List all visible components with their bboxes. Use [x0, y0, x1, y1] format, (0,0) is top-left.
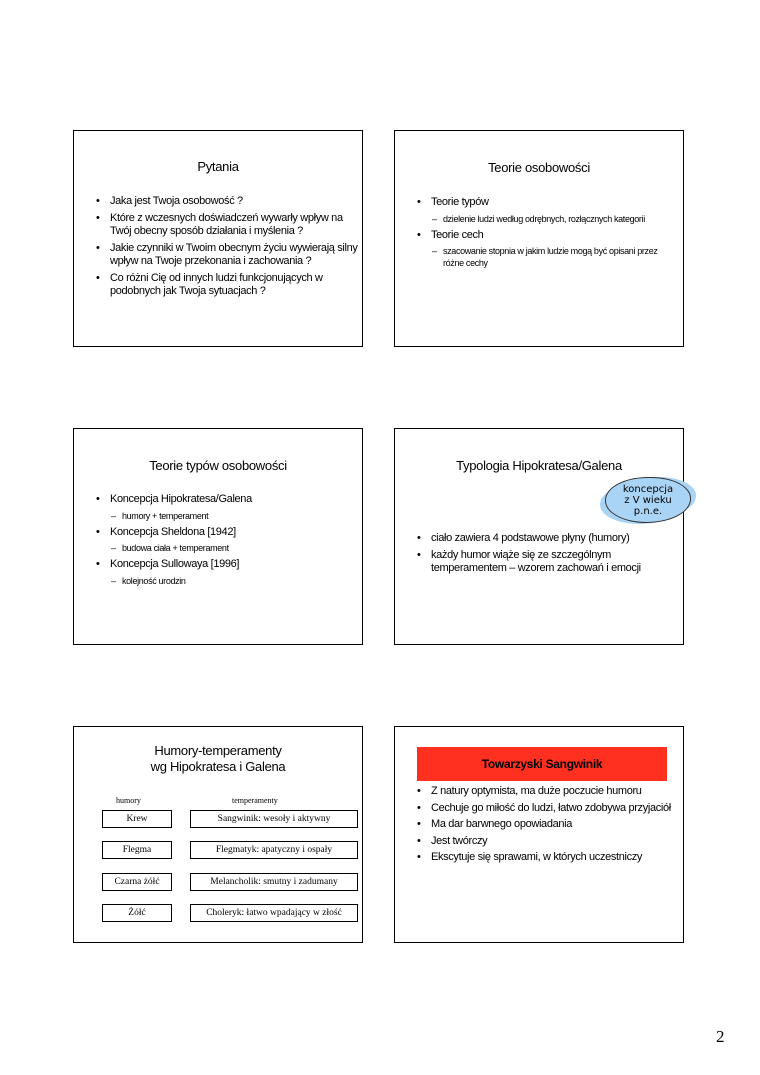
title-line: wg Hipokratesa i Galena	[150, 759, 286, 774]
temperament-box: Melancholik: smutny i zadumany	[190, 873, 358, 891]
bullet-item: • Z natury optymista, ma duże poczucie humoru	[417, 785, 679, 799]
title-line: Humory-temperamenty	[154, 743, 282, 758]
bullet-item: • Teorie typów	[417, 196, 677, 210]
bullet-item: • Ekscytuje się sprawami, w których uczestniczy	[417, 851, 679, 865]
slide-humory-temperamenty	[73, 726, 363, 943]
bullet-item: • Teorie cech	[417, 229, 677, 243]
cloud-line: p.n.e.	[633, 505, 663, 517]
bullet-item: • Koncepcja Sullowaya [1996]	[96, 558, 356, 572]
sub-bullet-item: – dzielenie ludzi według odrębnych, rozłącznych kategorii	[417, 213, 677, 225]
sub-bullet-item: – szacowanie stopnia w jakim ludzie mogą być opisani przez różne cechy	[417, 245, 677, 269]
slide-title-banner: Towarzyski Sangwinik	[417, 747, 667, 781]
sub-bullet-item: – kolejność urodzin	[96, 575, 356, 587]
bullet-item: • Cechuje go miłość do ludzi, łatwo zdobywa przyjaciół	[417, 802, 679, 816]
bullet-item: • Koncepcja Hipokratesa/Galena	[96, 493, 356, 507]
humor-box: Flegma	[102, 841, 172, 859]
cloud-line: z V wieku	[624, 494, 672, 506]
temperament-box: Flegmatyk: apatyczny i ospały	[190, 841, 358, 859]
temperament-box: Sangwinik: wesoły i aktywny	[190, 810, 358, 828]
slide-title: Pytania	[197, 159, 239, 174]
sub-bullet-item: – budowa ciała + temperament	[96, 542, 356, 554]
bullet-item: • Ma dar barwnego opowiadania	[417, 818, 679, 832]
bullet-list	[417, 785, 679, 868]
bullet-list	[96, 493, 356, 591]
column-header-humory: humory	[116, 796, 141, 805]
slide-teorie-typow	[73, 428, 363, 645]
cloud-callout	[605, 477, 691, 523]
bullet-item: • Jest twórczy	[417, 835, 679, 849]
slide-teorie-osobowosci	[394, 130, 684, 347]
sub-bullet-item: – humory + temperament	[96, 510, 356, 522]
bullet-item: • Koncepcja Sheldona [1942]	[96, 526, 356, 540]
bullet-item: • ciało zawiera 4 podstawowe płyny (humory)	[417, 532, 679, 546]
temperament-box: Choleryk: łatwo wpadający w złość	[190, 904, 358, 922]
bullet-item: • każdy humor wiąże się ze szczególnym temperamentem – wzorem zachowań i emocji	[417, 549, 679, 576]
bullet-item: • Jakie czynniki w Twoim obecnym życiu wywierają silny wpływ na Twoje przekonania i zachowania ?	[96, 242, 358, 269]
column-header-temperamenty: temperamenty	[232, 796, 278, 805]
slide-title: Teorie typów osobowości	[149, 458, 287, 473]
slide-title: Typologia Hipokratesa/Galena	[456, 458, 622, 473]
humor-box: Żółć	[102, 904, 172, 922]
bullet-item: • Jaka jest Twoja osobowość ?	[96, 195, 358, 209]
humor-box: Czarna żółć	[102, 873, 172, 891]
slide-typologia	[394, 428, 684, 645]
slide-title: Teorie osobowości	[488, 160, 590, 175]
humor-box: Krew	[102, 810, 172, 828]
slide-pytania	[73, 130, 363, 347]
bullet-item: • Które z wczesnych doświadczeń wywarły wpływ na Twój obecny sposób działania i myślenia ?	[96, 212, 358, 239]
slide-towarzyski-sangwinik	[394, 726, 684, 943]
bullet-list	[96, 195, 358, 302]
bullet-list	[417, 532, 679, 579]
cloud-line: koncepcja	[622, 483, 674, 495]
page-number: 2	[716, 1027, 725, 1046]
slide-title	[74, 743, 362, 775]
bullet-list	[417, 196, 677, 273]
bullet-item: • Co różni Cię od innych ludzi funkcjonujących w podobnych jak Twoja sytuacjach ?	[96, 272, 358, 299]
